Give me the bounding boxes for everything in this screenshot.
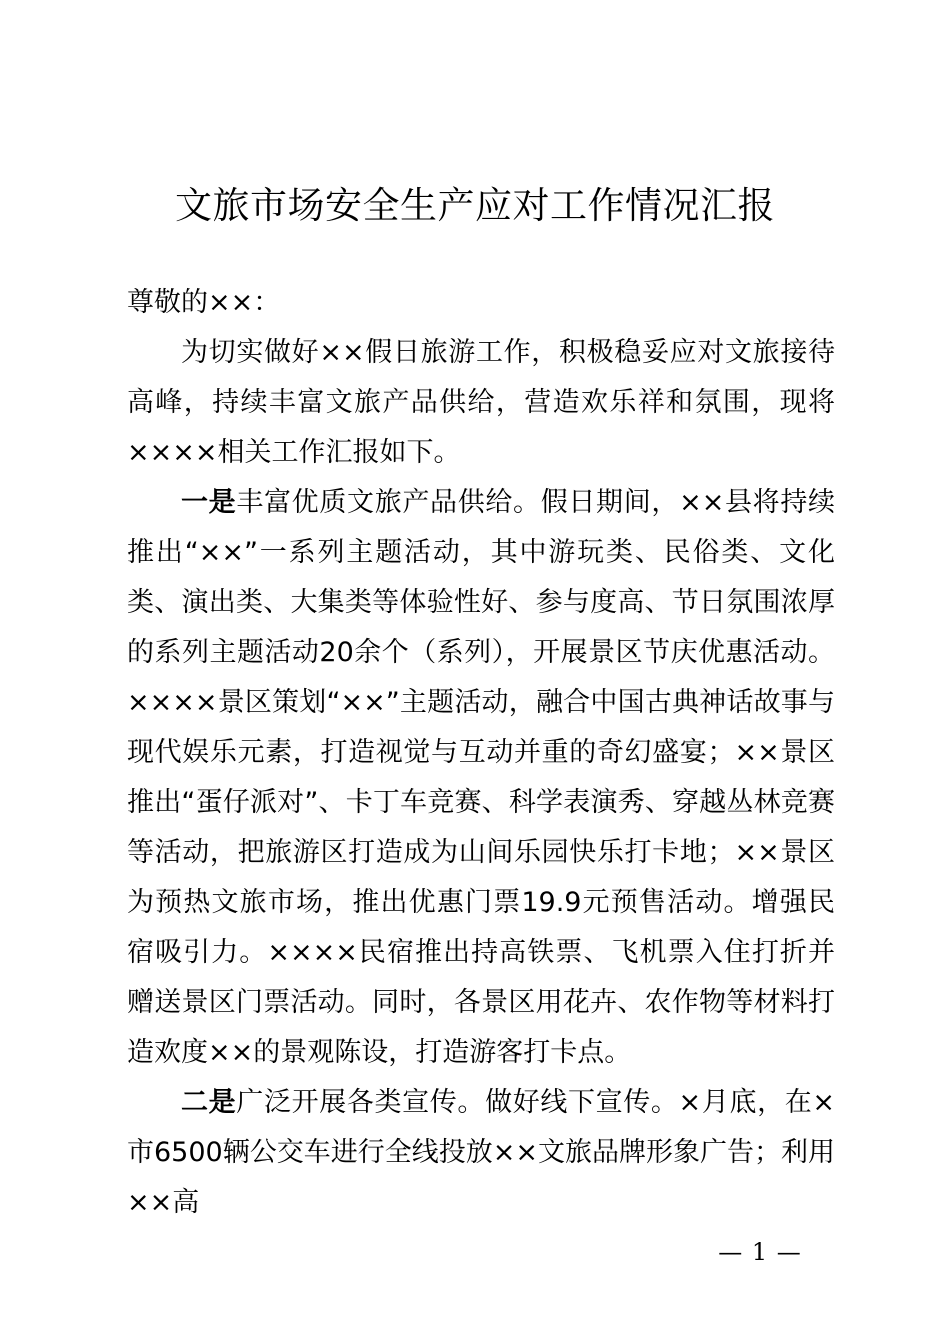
section-one-text: 丰富优质文旅产品供给。假日期间，××县将持续推出“××”一系列主题活动，其中游玩类、民俗类、文化类、演出类、大集类等体验性好、参与度高、节日氛围浓厚的系列主题活动20余个（系列），开展景区节庆优惠活动。××××景区策划“××”主题活动，融合中国古典神话故事与现代娱乐元素，打造视觉与互动并重的奇幻盛宴；××景区推出“蛋仔派对”、卡丁车竞赛、科学表演秀、穿越丛林竞赛等活动，把旅游区打造成为山间乐园快乐打卡地；××景区为预热文旅市场，推出优惠门票19.9元预售活动。增强民宿吸引力。××××民宿推出持高铁票、飞机票入住打折并赠送景区门票活动。同时，各景区用花卉、农作物等材料打造欢度××的景观陈设，打造游客打卡点。 [127, 487, 835, 1068]
salutation: 尊敬的××： [127, 287, 281, 318]
section-one-paragraph [127, 478, 835, 1078]
page-number: — 1 — [718, 1238, 802, 1266]
section-two-lead: 二是 [181, 1087, 237, 1118]
section-two-paragraph [127, 1078, 835, 1228]
intro-paragraph: 为切实做好××假日旅游工作，积极稳妥应对文旅接待高峰，持续丰富文旅产品供给，营造欢乐祥和氛围，现将××××相关工作汇报如下。 [127, 337, 835, 468]
section-two-text: 广泛开展各类宣传。做好线下宣传。×月底，在×市6500辆公交车进行全线投放××文旅品牌形象广告；利用××高 [127, 1087, 836, 1218]
document-title: 文旅市场安全生产应对工作情况汇报 [175, 184, 775, 227]
section-one-lead: 一是 [181, 487, 237, 518]
document-body [127, 278, 835, 1228]
